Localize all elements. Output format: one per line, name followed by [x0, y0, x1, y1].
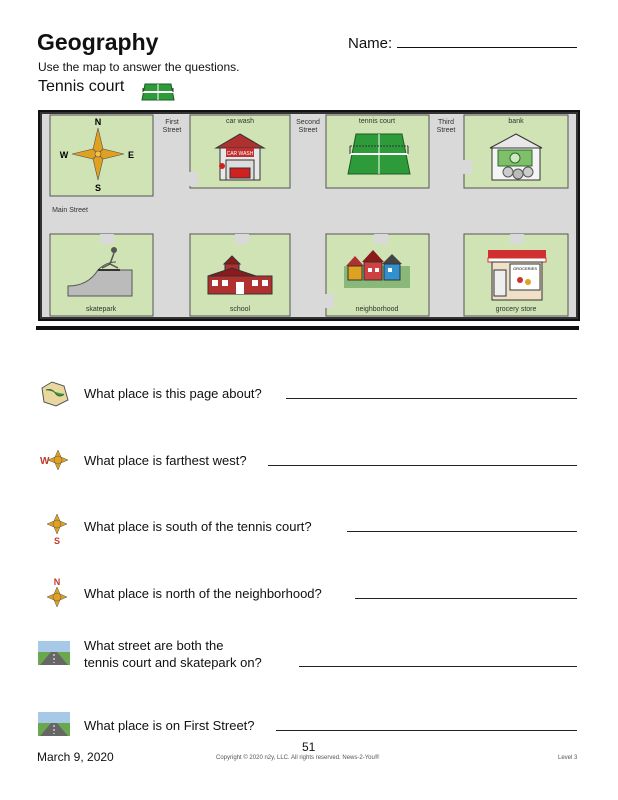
- level-label: Level 3: [558, 755, 578, 761]
- place-label-car-wash: car wash: [225, 118, 255, 125]
- name-field[interactable]: [397, 47, 577, 48]
- question-5-text-line2: tennis court and skatepark on?: [84, 655, 262, 670]
- street-label-third-1: Third: [438, 119, 454, 126]
- name-label: Name:: [348, 35, 393, 52]
- compass-w: W: [59, 150, 69, 160]
- svg-text:S: S: [53, 536, 61, 546]
- place-label-bank: bank: [508, 118, 524, 125]
- place-label-skatepark: skatepark: [85, 306, 117, 313]
- svg-text:GROCERIES: GROCERIES: [512, 266, 538, 271]
- question-1-text: What place is this page about?: [84, 386, 262, 401]
- question-3-text: What place is south of the tennis court?: [84, 519, 312, 534]
- street-label-second-1: Second: [296, 119, 320, 126]
- place-label-neighborhood: neighborhood: [355, 306, 399, 313]
- map-icon: [38, 378, 70, 413]
- road-icon: [38, 641, 70, 670]
- svg-text:W: W: [40, 456, 50, 467]
- question-3-answer[interactable]: [347, 531, 577, 532]
- road-icon: [38, 712, 70, 741]
- main-street-label: Main Street: [52, 207, 88, 214]
- map: [38, 110, 580, 321]
- compass-south-icon: [42, 512, 72, 551]
- svg-text:N: N: [53, 577, 61, 587]
- place-label-school: school: [229, 306, 251, 313]
- page-number: 51: [302, 740, 316, 754]
- street-label-first-2: Street: [162, 127, 182, 134]
- street-label-first-1: First: [165, 119, 179, 126]
- place-label-tennis-court: tennis court: [358, 118, 396, 125]
- question-4-text: What place is north of the neighborhood?: [84, 586, 322, 601]
- map-divider: [36, 326, 579, 330]
- page-title: Geography: [37, 29, 159, 55]
- grocery-store-icon: [488, 250, 546, 300]
- compass-e: E: [127, 150, 135, 160]
- footer-date: March 9, 2020: [37, 750, 114, 764]
- copyright: Copyright © 2020 n2y, LLC. All rights reserved. News-2-You®: [216, 755, 380, 761]
- question-4-answer[interactable]: [355, 598, 577, 599]
- place-label-grocery-store: grocery store: [495, 306, 537, 313]
- question-5-text-line1: What street are both the: [84, 638, 224, 653]
- compass-west-icon: [38, 445, 72, 480]
- tennis-court-icon: [141, 80, 175, 107]
- compass-s: S: [94, 183, 102, 193]
- question-2-answer[interactable]: [268, 465, 577, 466]
- compass-n: N: [94, 117, 102, 127]
- compass-north-icon: [42, 576, 72, 615]
- question-6-answer[interactable]: [276, 730, 577, 731]
- question-5-answer[interactable]: [299, 666, 577, 667]
- question-1-answer[interactable]: [286, 398, 577, 399]
- svg-text:CAR WASH: CAR WASH: [226, 151, 254, 157]
- street-label-third-2: Street: [436, 127, 456, 134]
- street-label-second-2: Street: [298, 127, 318, 134]
- question-2-text: What place is farthest west?: [84, 453, 247, 468]
- tennis-court-map-icon: [348, 134, 410, 174]
- legend-label: Tennis court: [38, 78, 125, 95]
- instructions: Use the map to answer the questions.: [38, 60, 240, 74]
- question-6-text: What place is on First Street?: [84, 718, 255, 733]
